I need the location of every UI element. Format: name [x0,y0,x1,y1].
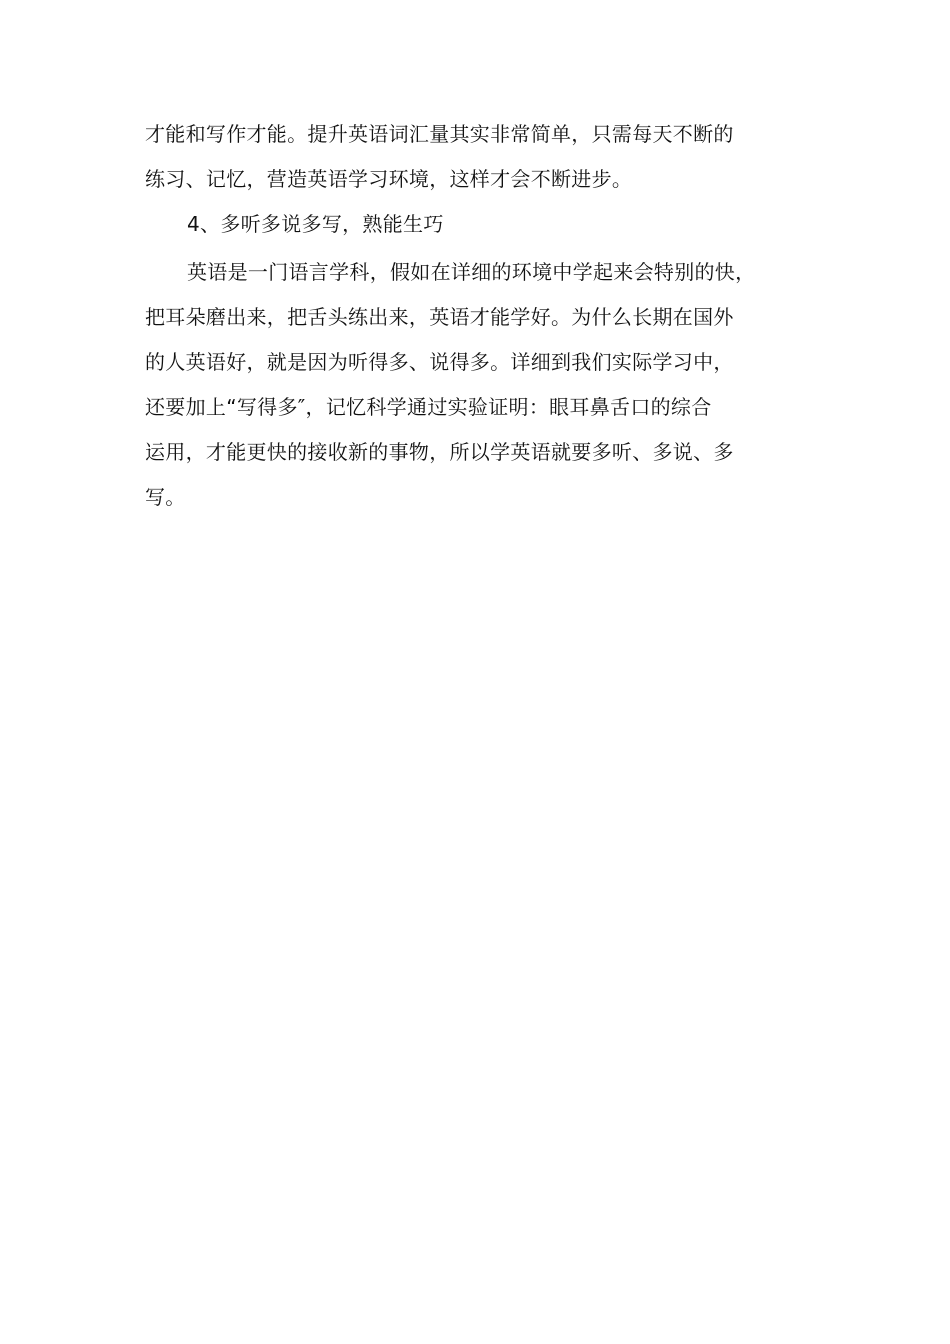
paragraph-line: 运用，才能更快的接收新的事物，所以学英语就要多听、多说、多 [145,440,734,464]
paragraph-line: 把耳朵磨出来，把舌头练出来，英语才能学好。为什么长期在国外 [145,305,734,329]
section-heading: 4、多听多说多写，熟能生巧 [187,212,444,236]
paragraph-line: 还要加上“写得多″，记忆科学通过实验证明：眼耳鼻舌口的综合 [145,395,712,419]
paragraph-line: 练习、记忆，营造英语学习环境，这样才会不断进步。 [145,167,633,191]
paragraph-line: 才能和写作才能。提升英语词汇量其实非常简单，只需每天不断的 [145,122,734,146]
paragraph-line: 写。 [145,485,186,509]
paragraph-line: 英语是一门语言学科，假如在详细的环境中学起来会特别的快， [187,260,756,284]
paragraph-line: 的人英语好，就是因为听得多、说得多。详细到我们实际学习中， [145,350,734,374]
